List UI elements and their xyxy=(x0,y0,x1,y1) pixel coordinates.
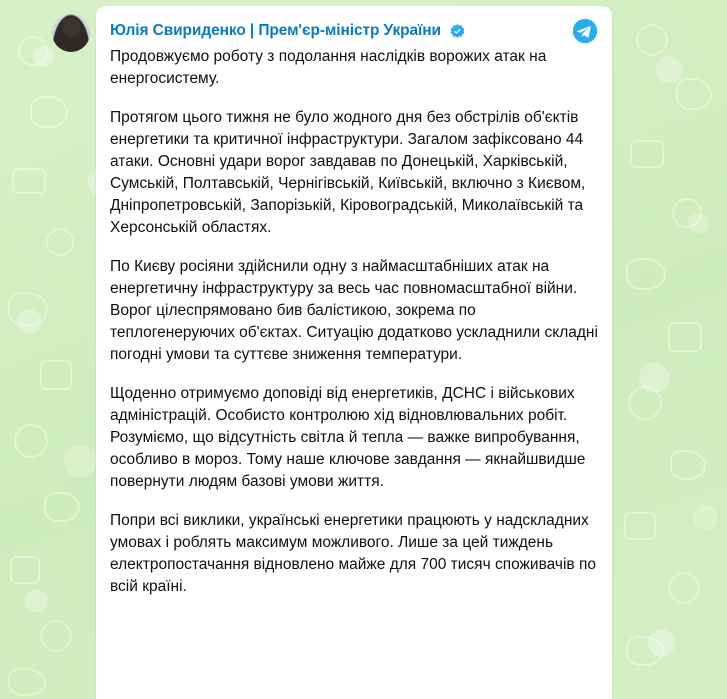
message-bubble xyxy=(96,6,612,699)
wallpaper-doodle xyxy=(668,322,702,352)
wallpaper-doodle xyxy=(626,258,666,290)
wallpaper-doodle xyxy=(46,228,74,256)
wallpaper-doodle xyxy=(14,424,48,458)
wallpaper-doodle xyxy=(668,572,700,604)
wallpaper-doodle xyxy=(12,168,46,194)
author-name[interactable]: Юлія Свириденко | Прем'єр-міністр України xyxy=(110,22,441,39)
avatar-photo xyxy=(52,14,90,52)
wallpaper-doodle xyxy=(630,140,664,168)
wallpaper-doodle xyxy=(30,96,68,128)
wallpaper-doodle xyxy=(40,620,72,652)
wallpaper-doodle xyxy=(40,360,72,390)
avatar[interactable] xyxy=(52,14,90,52)
wallpaper-doodle xyxy=(670,450,706,480)
wallpaper-doodle xyxy=(44,492,80,522)
message-body xyxy=(110,46,603,598)
wallpaper-doodle xyxy=(18,36,48,66)
wallpaper-doodle xyxy=(636,24,668,56)
wallpaper-doodle xyxy=(676,78,712,110)
message-paragraph: По Києву росіяни здійснили одну з наймасштабніших атак на енергетичну інфраструктуру за весь час повномасштабної війни. Ворог цілеспрямовано бив балістикою, зокрема по теплогенеруючих об'єктах. Ситуацію додатково ускладнили складні погодні умови та суттєве зниження температури. xyxy=(110,258,603,363)
verified-icon xyxy=(449,23,466,40)
message-paragraph: Протягом цього тижня не було жодного дня без обстрілів об'єктів енергетики та критичної інфраструктури. Загалом зафіксовано 44 атаки. Основні удари ворог завдавав по Донецькій, Харківській, Сумській, Полтавській, Чернігівській, Київській, включно з Києвом, Дніпропетровській, Запорізькій, Кіровоградській, Миколаївській та Херсонській областях. xyxy=(110,109,590,236)
wallpaper-doodle xyxy=(628,386,662,420)
message-paragraph: Щоденно отримуємо доповіді від енергетиків, ДСНС і військових адміністрацій. Особисто контролюю хід відновлювальних робіт. Розуміємо, що відсутність світла й тепла — важке випробування, особливо в мороз. Тому наше ключове завдання — якнайшвидше повернути людям базові умови життя. xyxy=(110,385,590,490)
wallpaper-doodle xyxy=(10,556,40,584)
message-header xyxy=(110,14,598,46)
wallpaper-doodle xyxy=(672,198,702,228)
wallpaper-doodle xyxy=(8,292,48,326)
wallpaper-doodle xyxy=(624,512,656,540)
wallpaper-doodle xyxy=(626,636,664,666)
wallpaper-doodle xyxy=(8,668,46,696)
message-paragraph: Попри всі виклики, українські енергетики працюють у надскладних умовах і роблять максимум можливого. Лише за цей тиждень електропостачання відновлено майже для 700 тисяч споживачів по всій країні. xyxy=(110,512,601,595)
telegram-icon[interactable] xyxy=(572,18,598,44)
message-paragraph: Продовжуємо роботу з подолання наслідків ворожих атак на енергосистему. xyxy=(110,48,551,87)
